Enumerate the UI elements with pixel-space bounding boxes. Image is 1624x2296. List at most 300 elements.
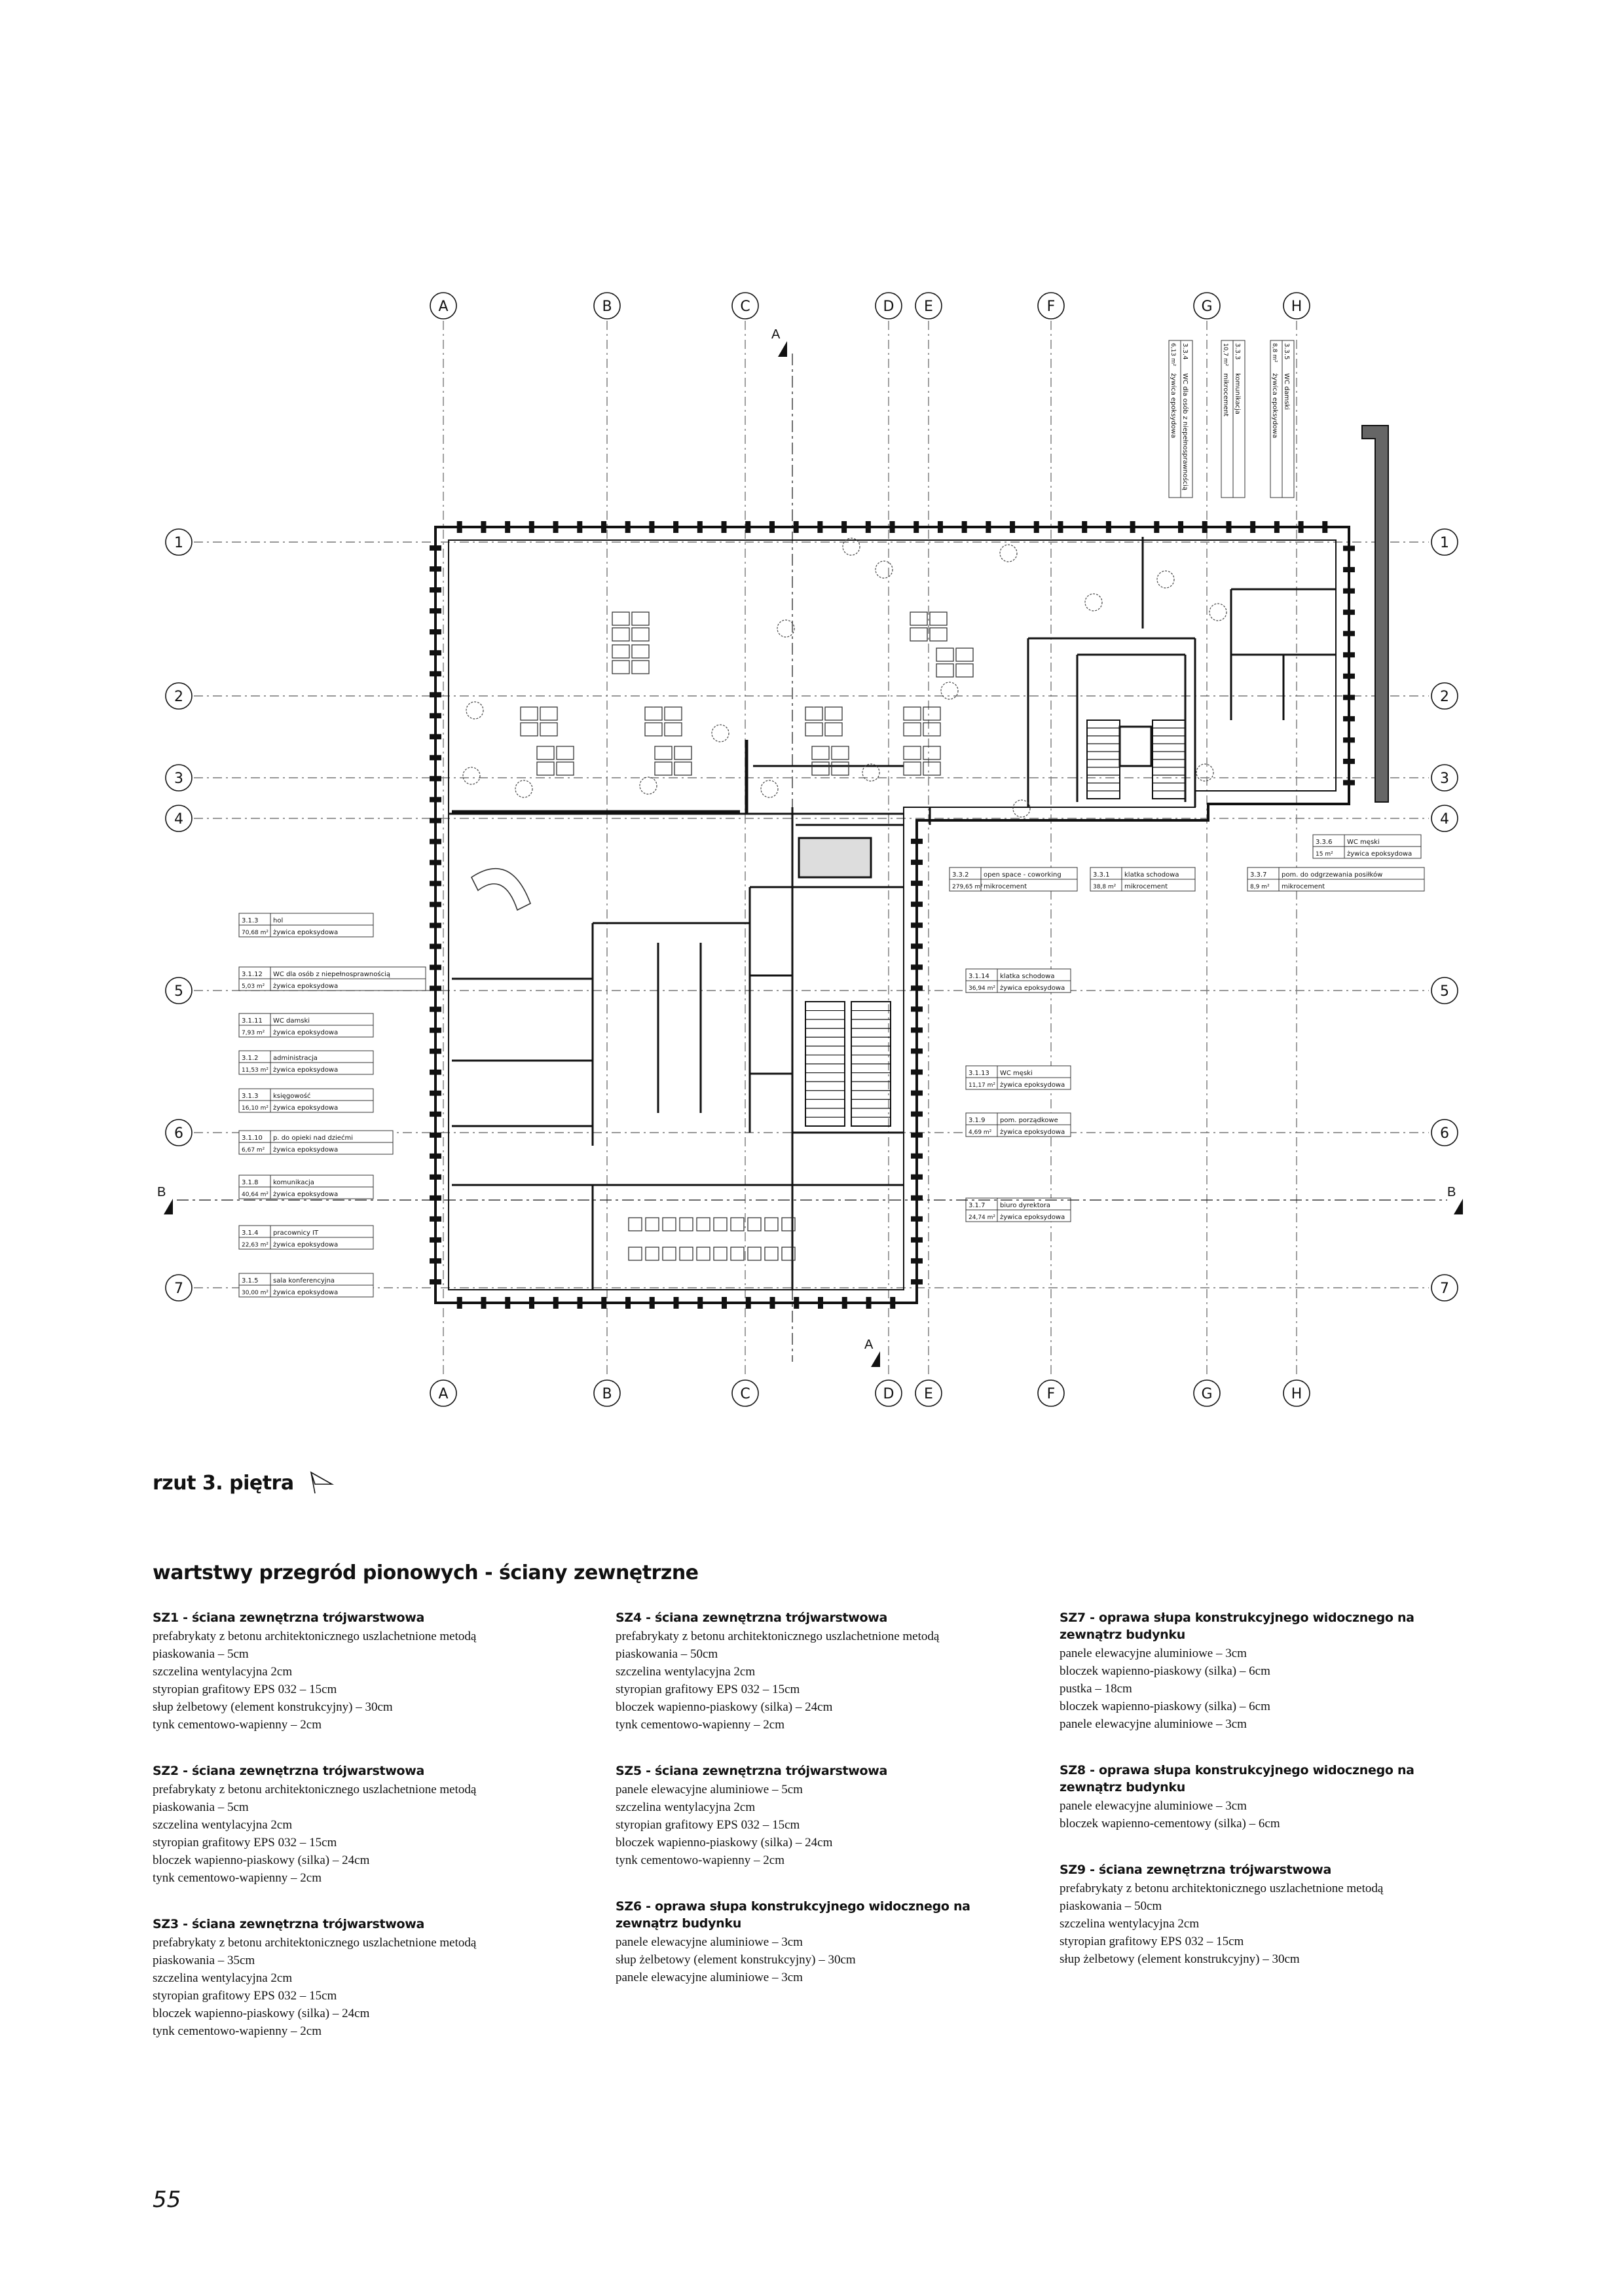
grid-bubble-label: 2 <box>1440 689 1449 705</box>
desk <box>612 612 649 641</box>
wall-pier <box>911 943 923 949</box>
room-name: pom. do odgrzewania posiłków <box>1282 871 1383 879</box>
wall-pier <box>911 985 923 991</box>
wall-pier <box>911 839 923 844</box>
wall-pier <box>722 521 727 533</box>
wall-pier <box>911 1175 923 1180</box>
north-arrow-icon <box>308 1470 335 1496</box>
stair <box>851 1002 891 1126</box>
wall-pier <box>430 608 441 613</box>
layer-block <box>616 1762 982 1869</box>
layer-item: pustka – 18cm <box>1060 1682 1132 1696</box>
room-name: hol <box>273 917 284 924</box>
wall-pier <box>911 860 923 865</box>
room-name: komunikacja <box>273 1179 314 1186</box>
section-marker-label: A <box>771 327 781 342</box>
vertical-room-tag <box>1221 340 1245 498</box>
grid-bubble <box>594 1380 620 1406</box>
room-tag <box>1090 867 1195 891</box>
wall-pier <box>911 1133 923 1138</box>
grid-bubble-label: 6 <box>174 1125 183 1142</box>
wall-pier <box>911 1091 923 1096</box>
layer-item: panele elewacyjne aluminiowe – 3cm <box>1060 1647 1247 1660</box>
grid-bubble-label: B <box>602 299 612 315</box>
layer-title: SZ7 - oprawa słupa konstrukcyjnego widocznego na zewnątrz budynku <box>1060 1611 1414 1642</box>
wall-pier <box>841 521 847 533</box>
layer-block <box>1060 1861 1426 1968</box>
room-number: 3.1.11 <box>242 1017 263 1025</box>
room-area: 15 m² <box>1316 851 1333 858</box>
stair <box>805 1002 845 1126</box>
room-name: p. do opieki nad dziećmi <box>273 1135 354 1142</box>
layers-column-3 <box>1060 1609 1426 1997</box>
grid-bubble-label: 5 <box>174 983 183 1000</box>
wall-pier <box>430 1091 441 1096</box>
room-tag <box>966 1198 1071 1222</box>
grid-bubble-label: G <box>1201 299 1213 315</box>
room-tag <box>239 1131 393 1154</box>
wall-pier <box>1082 521 1087 533</box>
layer-item: bloczek wapienno-piaskowy (silka) – 24cm <box>153 1853 370 1867</box>
grid-bubble-label: G <box>1201 1386 1213 1402</box>
room-name: administracja <box>273 1055 318 1062</box>
wall-pier <box>1343 674 1355 679</box>
plant <box>640 777 657 794</box>
room-tag <box>966 1113 1071 1137</box>
grid-bubble <box>166 1120 192 1146</box>
grid-bubble <box>1431 805 1458 831</box>
wall-pier <box>505 521 510 533</box>
wall-pier <box>430 1070 441 1075</box>
desk <box>936 648 973 677</box>
room-area: 6,67 m² <box>242 1147 265 1154</box>
wall-pier <box>818 1297 823 1309</box>
layer-items <box>616 1933 982 1986</box>
layer-item: styropian grafitowy EPS 032 – 15cm <box>153 1989 337 2003</box>
wall-pier <box>911 1006 923 1011</box>
layer-item: panele elewacyjne aluminiowe – 3cm <box>616 1935 803 1949</box>
room-number: 3.3.2 <box>952 871 969 879</box>
layer-item: szczelina wentylacyjna 2cm <box>153 1818 293 1832</box>
room-area: 8,8 m² <box>1271 343 1278 363</box>
room-number: 3.1.14 <box>969 973 989 980</box>
grid-bubble-label: 3 <box>174 771 183 787</box>
layer-item: prefabrykaty z betonu architektonicznego uszlachetnione metodą piaskowania – 5cm <box>153 1783 477 1814</box>
room-number: 3.1.3 <box>242 1093 259 1100</box>
wall-pier <box>1322 521 1327 533</box>
wall-pier <box>430 1133 441 1138</box>
room-name: WC damski <box>1283 373 1290 410</box>
building-outline <box>430 426 1388 1309</box>
wall-pier <box>529 1297 534 1309</box>
room-area: 6,13 m² <box>1170 343 1176 367</box>
grid-bubble-label: 5 <box>1440 983 1449 1000</box>
layer-title: SZ9 - ściana zewnętrzna trójwarstwowa <box>1060 1863 1332 1877</box>
grid-bubble-label: H <box>1291 1386 1302 1402</box>
grid-bubble <box>166 805 192 831</box>
wall-pier <box>601 521 606 533</box>
grid-bubble <box>1038 1380 1064 1406</box>
grid-bubble <box>430 1380 456 1406</box>
room-floor: mikrocement <box>1222 373 1229 417</box>
room-tag <box>1313 835 1421 858</box>
layer-item: bloczek wapienno-piaskowy (silka) – 6cm <box>1060 1664 1270 1678</box>
wall-pier <box>430 671 441 676</box>
room-tag <box>239 1051 373 1074</box>
wall-pier <box>481 521 486 533</box>
room-floor: żywica epoksydowa <box>273 929 339 936</box>
wall-pier <box>911 1112 923 1117</box>
layer-item: tynk cementowo-wapienny – 2cm <box>153 1871 322 1885</box>
grid-bubble-label: C <box>740 299 750 315</box>
room-area: 30,00 m² <box>242 1290 269 1296</box>
stair <box>1087 720 1120 799</box>
layer-items <box>1060 1797 1426 1832</box>
wall-pier <box>1343 610 1355 615</box>
layer-item: słup żelbetowy (element konstrukcyjny) – 30cm <box>1060 1952 1300 1966</box>
wall-pier <box>911 1070 923 1075</box>
layer-items <box>153 1628 519 1734</box>
grid-bubble-label: 4 <box>174 811 183 828</box>
layer-item: tynk cementowo-wapienny – 2cm <box>153 2024 322 2038</box>
grid-bubble <box>1283 293 1310 319</box>
wall-pier <box>430 902 441 907</box>
grid-bubble <box>594 293 620 319</box>
wall-pier <box>430 545 441 551</box>
wall-pier <box>430 860 441 865</box>
plan-caption-text: rzut 3. piętra <box>153 1471 294 1495</box>
layer-item: panele elewacyjne aluminiowe – 3cm <box>1060 1799 1247 1813</box>
reception-desk <box>471 869 530 910</box>
grid-bubble <box>166 977 192 1004</box>
wall-pier <box>1343 546 1355 551</box>
layer-item: styropian grafitowy EPS 032 – 15cm <box>616 1818 800 1832</box>
grid-bubble <box>876 293 902 319</box>
plant <box>515 780 532 797</box>
grid-bubble <box>1431 765 1458 791</box>
conference-table <box>629 1218 795 1260</box>
wall-pier <box>649 521 654 533</box>
layer-block <box>153 1762 519 1887</box>
room-number: 3.3.4 <box>1181 343 1189 360</box>
wall-pier <box>578 1297 583 1309</box>
wall-pier <box>481 1297 487 1309</box>
wall-pier <box>505 1297 510 1309</box>
desk <box>904 746 940 775</box>
wall-pier <box>911 922 923 928</box>
wall-pier <box>722 1297 727 1309</box>
grid-bubble-label: 7 <box>174 1281 183 1297</box>
layer-item: panele elewacyjne aluminiowe – 3cm <box>616 1971 803 1984</box>
wall-pier <box>911 1279 923 1285</box>
room-tag <box>239 1089 373 1112</box>
room-floor: żywica epoksydowa <box>1271 373 1278 439</box>
wall-pier <box>430 692 441 697</box>
wall-pier <box>625 1297 631 1309</box>
room-floor: żywica epoksydowa <box>1000 1214 1065 1221</box>
grid-bubble <box>1431 1120 1458 1146</box>
wall-pier <box>1299 521 1304 533</box>
wall-pier <box>1343 589 1355 594</box>
room-floor: żywica epoksydowa <box>273 1104 339 1112</box>
room-area: 4,69 m² <box>969 1129 992 1136</box>
furniture <box>452 538 1227 1260</box>
room-name: klatka schodowa <box>1000 973 1055 980</box>
grid-bubble <box>1194 293 1220 319</box>
section-marker <box>1447 1185 1463 1214</box>
wall-pier <box>430 1112 441 1117</box>
wall-pier <box>911 1048 923 1053</box>
plan-caption <box>153 1470 335 1496</box>
room-number: 3.3.6 <box>1316 839 1333 846</box>
grid-bubble <box>876 1380 902 1406</box>
grid-bubble-label: 1 <box>1440 535 1449 551</box>
grid-bubble <box>1431 977 1458 1004</box>
wall-pier <box>430 1237 441 1243</box>
layer-title: SZ2 - ściana zewnętrzna trójwarstwowa <box>153 1764 425 1778</box>
room-floor: mikrocement <box>984 883 1027 890</box>
wall-pier <box>1154 521 1159 533</box>
wall-pier <box>911 902 923 907</box>
room-area: 10,7 m² <box>1222 343 1228 367</box>
grid-bubble <box>915 293 942 319</box>
plant <box>941 682 958 699</box>
layer-items <box>153 1781 519 1887</box>
room-tag <box>239 1175 373 1199</box>
desk <box>655 746 692 775</box>
wall-pier <box>529 521 534 533</box>
wall-pier <box>911 1216 923 1222</box>
layers-column-2 <box>616 1609 982 2015</box>
room-area: 38,8 m² <box>1093 884 1116 890</box>
grid-bubble <box>166 765 192 791</box>
room-name: sala konferencyjna <box>273 1277 335 1285</box>
desk <box>537 746 574 775</box>
desk <box>521 707 557 736</box>
grid-bubble <box>1431 683 1458 709</box>
layer-block <box>616 1898 982 1986</box>
grid-bubble <box>1283 1380 1310 1406</box>
desk <box>805 707 842 736</box>
grid-bubble <box>166 683 192 709</box>
room-floor: mikrocement <box>1124 883 1168 890</box>
wall-pier <box>430 566 441 572</box>
page-number: 55 <box>153 2187 181 2213</box>
room-area: 11,53 m² <box>242 1067 269 1074</box>
grid-bubble-label: A <box>438 1386 449 1402</box>
grid-bubble-label: 2 <box>174 689 183 705</box>
layer-item: bloczek wapienno-piaskowy (silka) – 24cm <box>616 1700 833 1714</box>
wall-pier <box>911 1237 923 1243</box>
plant <box>1209 604 1227 621</box>
wall-pier <box>457 1297 462 1309</box>
room-tag <box>239 1013 373 1037</box>
layer-title: SZ3 - ściana zewnętrzna trójwarstwowa <box>153 1917 425 1931</box>
room-name: pom. porządkowe <box>1000 1117 1058 1124</box>
wall-pier <box>769 521 775 533</box>
wall-pier <box>430 923 441 928</box>
grid-bubble-label: H <box>1291 299 1302 315</box>
wall-pier <box>430 734 441 739</box>
wall-pier <box>794 1297 799 1309</box>
grid-bubble-label: 1 <box>174 535 183 551</box>
room-number: 3.1.3 <box>242 917 259 924</box>
wall-pier <box>430 986 441 991</box>
wall-pier <box>430 755 441 760</box>
wall-pier <box>1343 695 1355 700</box>
wall-pier <box>911 1258 923 1264</box>
wall-pier <box>430 1175 441 1180</box>
grid-bubble <box>1038 293 1064 319</box>
plant <box>463 767 480 784</box>
grid-bubble <box>1431 1275 1458 1301</box>
room-floor: żywica epoksydowa <box>1000 1082 1065 1089</box>
room-tag <box>966 969 1071 993</box>
wall-pier <box>430 839 441 844</box>
wall-pier <box>650 1297 655 1309</box>
layer-item: słup żelbetowy (element konstrukcyjny) – 30cm <box>616 1953 856 1967</box>
room-number: 3.1.2 <box>242 1055 259 1062</box>
wall-pier <box>625 521 631 533</box>
room-number: 3.1.5 <box>242 1277 259 1285</box>
facade-panel <box>1362 426 1388 802</box>
layer-item: szczelina wentylacyjna 2cm <box>153 1971 293 1985</box>
wall-pier <box>430 1028 441 1033</box>
wall-pier <box>1106 521 1111 533</box>
room-floor: mikrocement <box>1282 883 1325 890</box>
room-tag <box>239 1226 373 1249</box>
room-number: 3.3.7 <box>1250 871 1267 879</box>
wall-pier <box>770 1297 775 1309</box>
room-tag <box>966 1066 1071 1089</box>
section-marker-label: B <box>157 1185 166 1199</box>
grid-bubble-label: C <box>740 1386 750 1402</box>
wall-pier <box>1130 521 1135 533</box>
wall-pier <box>1343 631 1355 636</box>
room-floor: żywica epoksydowa <box>273 1241 339 1248</box>
layer-item: bloczek wapienno-piaskowy (silka) – 6cm <box>1060 1700 1270 1713</box>
wall-pier <box>866 1297 872 1309</box>
room-tag <box>239 967 426 991</box>
wall-pier <box>911 1154 923 1159</box>
plant <box>761 780 778 797</box>
layer-item: prefabrykaty z betonu architektonicznego uszlachetnione metodą piaskowania – 50cm <box>616 1630 940 1661</box>
grid-bubble-label: F <box>1046 299 1056 315</box>
grid-bubble-label: D <box>883 1386 895 1402</box>
wall-pier <box>1343 780 1355 785</box>
room-floor: żywica epoksydowa <box>273 1191 339 1198</box>
room-number: 3.1.8 <box>242 1179 259 1186</box>
wall-pier <box>430 587 441 592</box>
layer-block <box>153 1916 519 2040</box>
wall-pier <box>1343 652 1355 657</box>
wall-pier <box>911 881 923 886</box>
layer-item: tynk cementowo-wapienny – 2cm <box>616 1853 785 1867</box>
room-name: komunikacja <box>1234 373 1241 414</box>
desk <box>812 746 849 775</box>
wall-pier <box>674 1297 679 1309</box>
layer-block <box>1060 1762 1426 1832</box>
room-number: 3.1.9 <box>969 1117 986 1124</box>
plant <box>1013 800 1030 817</box>
room-name: księgowość <box>273 1093 311 1100</box>
grid-bubble-label: 6 <box>1440 1125 1449 1142</box>
desk <box>612 645 649 674</box>
wall-pier <box>430 1216 441 1222</box>
room-name: WC męski <box>1000 1070 1033 1077</box>
layer-item: tynk cementowo-wapienny – 2cm <box>153 1718 322 1732</box>
layer-item: bloczek wapienno-piaskowy (silka) – 24cm <box>616 1836 833 1850</box>
wall-pier <box>911 964 923 970</box>
wall-pier <box>430 944 441 949</box>
wall-pier <box>911 1027 923 1032</box>
desk <box>904 707 940 736</box>
wall-pier <box>1343 759 1355 764</box>
lift-shaft <box>799 838 871 877</box>
room-floor: żywica epoksydowa <box>1170 373 1177 439</box>
grid-bubble-label: E <box>924 299 933 315</box>
grid-bubble <box>430 293 456 319</box>
layers-column-1 <box>153 1609 519 2069</box>
plant <box>466 702 483 719</box>
section-marker <box>157 1185 173 1214</box>
wall-pier <box>553 521 559 533</box>
interior-wall-line <box>449 540 1336 1290</box>
room-area: 7,93 m² <box>242 1030 265 1036</box>
grid-bubble <box>732 1380 758 1406</box>
room-area: 70,68 m² <box>242 930 269 936</box>
vertical-room-tag <box>1270 340 1294 498</box>
room-name: WC damski <box>273 1017 310 1025</box>
layer-item: prefabrykaty z betonu architektonicznego uszlachetnione metodą piaskowania – 35cm <box>153 1936 477 1967</box>
wall-pier <box>430 1049 441 1054</box>
layer-block <box>1060 1609 1426 1733</box>
wall-pier <box>553 1297 559 1309</box>
room-name: WC dla osób z niepełnosprawnością <box>273 971 390 978</box>
grid-bubble <box>1194 1380 1220 1406</box>
room-number: 3.1.13 <box>969 1070 989 1077</box>
room-floor: żywica epoksydowa <box>1000 985 1065 992</box>
room-area: 11,17 m² <box>969 1082 996 1089</box>
wall-pier <box>430 881 441 886</box>
plant <box>1000 545 1017 562</box>
layer-items <box>616 1628 982 1734</box>
layer-items <box>1060 1645 1426 1733</box>
layer-item: prefabrykaty z betonu architektonicznego uszlachetnione metodą piaskowania – 5cm <box>153 1630 477 1661</box>
layer-item: szczelina wentylacyjna 2cm <box>1060 1917 1200 1931</box>
wall-pier <box>1343 567 1355 572</box>
room-tag <box>950 867 1077 891</box>
grid-bubble-label: B <box>602 1386 612 1402</box>
layer-item: tynk cementowo-wapienny – 2cm <box>616 1718 785 1732</box>
layer-title: SZ1 - ściana zewnętrzna trójwarstwowa <box>153 1611 425 1625</box>
grid-bubble <box>1431 529 1458 555</box>
wall-pier <box>986 521 991 533</box>
room-area: 16,10 m² <box>242 1105 269 1112</box>
stair <box>1153 720 1185 799</box>
grid-bubble-label: E <box>924 1386 933 1402</box>
layer-item: szczelina wentylacyjna 2cm <box>153 1665 293 1679</box>
wall-pier <box>430 797 441 802</box>
wall-pier <box>697 1297 703 1309</box>
layer-items <box>616 1781 982 1869</box>
wall-pier <box>842 1297 847 1309</box>
room-floor: żywica epoksydowa <box>273 1029 339 1036</box>
layer-item: styropian grafitowy EPS 032 – 15cm <box>153 1683 337 1696</box>
room-number: 3.1.7 <box>969 1202 986 1209</box>
room-area: 40,64 m² <box>242 1192 269 1198</box>
layer-items <box>1060 1880 1426 1968</box>
